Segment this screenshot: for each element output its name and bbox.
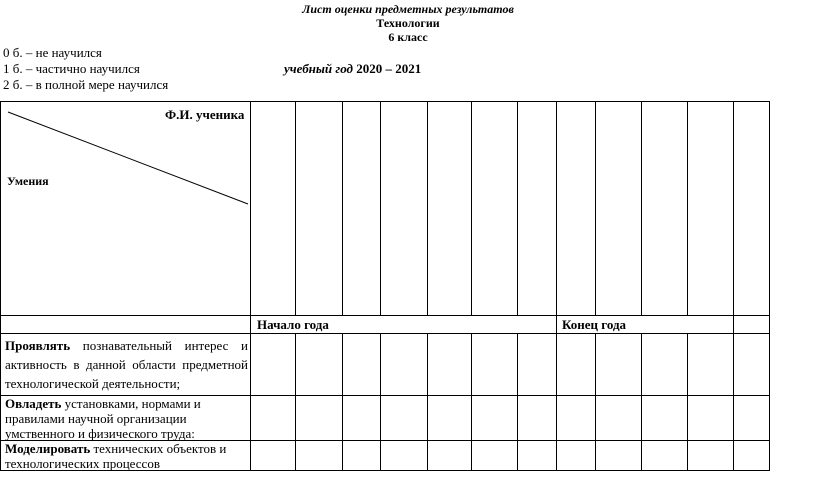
skill-description: установками, нормами и правилами научной организации умственного и физического труда: [5, 396, 201, 441]
skill-description: познавательный интерес и активность в данной области предметной технологической деятельности; [5, 338, 248, 391]
subject: Технологии [376, 16, 440, 30]
skill-description: технических объектов и технологических процессов [5, 441, 227, 471]
skill-verb: Овладеть [5, 396, 62, 411]
skill-row-1 [5, 336, 248, 393]
year-value: 2020 – 2021 [356, 61, 422, 76]
student-name-header: Ф.И. ученика [165, 107, 245, 122]
title: Лист оценки предметных результатов [302, 2, 514, 16]
year-label: учебный год [284, 61, 353, 76]
header-diagonal [8, 112, 248, 204]
legend-item-2: 2 б. – в полной мере научился [3, 77, 169, 92]
skill-row-3 [5, 441, 248, 471]
skill-verb: Проявлять [5, 338, 71, 353]
skill-verb: Моделировать [5, 441, 91, 456]
student-columns [296, 101, 734, 471]
grade: 6 класс [388, 30, 428, 44]
period-end-label: Конец года [562, 317, 627, 332]
period-start-label: Начало года [257, 317, 329, 332]
legend-item-0: 0 б. – не научился [3, 45, 102, 60]
skill-row-2 [5, 396, 248, 441]
legend-item-1: 1 б. – частично научился [3, 61, 140, 76]
skills-header: Умения [7, 174, 49, 188]
